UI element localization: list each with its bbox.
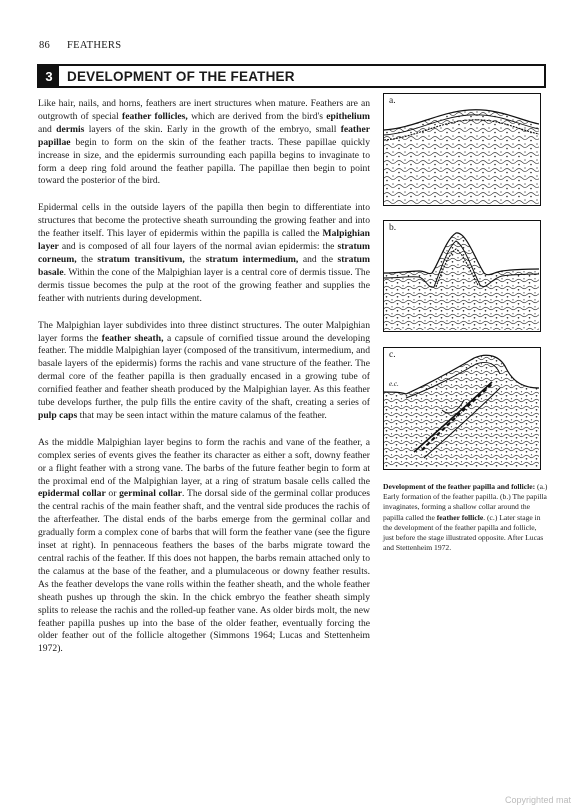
bold-term: epithelium	[326, 110, 370, 122]
figure-a-illustration	[384, 94, 539, 204]
figure-c-label: c.	[389, 350, 396, 360]
bold-term: feather papillae	[38, 123, 370, 148]
paragraph-2: Epidermal cells in the outside layers of the papilla then begin to differentiate into structures that become the protective sheath surrounding the growing feather and into the feather itself. This layer of epidermis within the papilla is called the Malpighian layer and is composed of all four layers of the normal avian epidermis: the stratum corneum, the stratum transitivum, the stratum intermedium, and the stratum basale. Within the cone of the Malpighian layer is a central core of dermis tissue. The dermis tissue becomes the pulp at the root of the growing feather and supplies the feather with nutrients during development.	[38, 202, 370, 304]
watermark: Copyrighted mat	[504, 795, 571, 805]
section-title: DEVELOPMENT OF THE FEATHER	[67, 68, 295, 84]
bold-term: Malpighian layer	[38, 228, 370, 253]
figure-c-inner-label: e.c.	[389, 380, 399, 388]
figure-a-label: a.	[389, 96, 396, 106]
paragraph-4: As the middle Malpighian layer begins to form the rachis and vane of the feather, a complex series of events gives the feather its character as either a soft, downy feather or a flight feather with a strong vane. The barbs of the future feather begin to form at the proximal end of the Malpighian layer, at a ring of stratum basale cells called the epidermal collar or germinal collar. The dorsal side of the germinal collar produces the central rachis of the main feather shaft, and the ventral side produces the rachis of the afterfeather. The distal ends of the barbs emerge from the germinal collar and gradually form a complex cone of barbs that will form the feather vane (see the figure inset at right). In pennaceous feathers the bases of the barbs migrate toward the central rachis of the feather. If this does not happen, the barbs remain attached only to the calamus at the base of the feather, and a plumulaceous or downy feather results. As the feather develops the vane rolls within the feather sheath, and the whole feather sheath pushes up through the skin. In the chick embryo the feather sheath simply splits to release the rachis and the rolled-up feather vane. As older birds molt, the new feather papilla pushes up into the base of the older feather, eventually forcing the older feather out of the follicle altogether (Simmons 1964; Lucas and Stettenheim 1972).	[38, 436, 371, 655]
body-text	[38, 98, 370, 665]
bold-term: pulp caps	[38, 409, 78, 421]
bold-term: dermis	[56, 123, 85, 135]
paragraph-3: The Malpighian layer subdivides into three distinct structures. The outer Malpighian layer forms the feather sheath, a capsule of cornified tissue around the developing feather. The middle Malpighian layer (composed of the transitivum, intermedium, and basale layers of the epidermis) forms the rachis and vane structure of the feather. The dermal core of the feather papilla is then gradually encased in a growing tube of cornified feather and feather sheath produced by the Malpighian layer. As this feather tube develops further, the pulp fills the entire cavity of the shaft, creating a series of pulp caps that may be seen intact within the mature calamus of the feather.	[38, 319, 370, 421]
bold-term: feather follicle	[436, 512, 484, 522]
running-section: FEATHERS	[67, 40, 122, 51]
section-number: 3	[39, 66, 59, 86]
figure-b	[383, 220, 541, 332]
page-number: 86	[39, 40, 51, 51]
figure-a	[383, 93, 541, 206]
bold-term: stratum transitivum,	[97, 253, 185, 265]
figure-caption: Development of the feather papilla and follicle: (a.) Early formation of the feather papilla. (b.) The papilla invaginates, forming a shallow collar around the papilla called the feather follicle. (c.) Later stage in the development of the feather papilla and follicle, just before the stage illustrated opposite. After Lucas and Stettenheim 1972.	[383, 482, 548, 553]
section-header	[37, 64, 546, 88]
figure-c-illustration	[384, 348, 539, 468]
bold-term: stratum basale	[38, 253, 370, 278]
figure-b-illustration	[384, 221, 539, 330]
paragraph-1: Like hair, nails, and horns, feathers are inert structures when mature. Feathers are an outgrowth of special feather follicles, which are derived from the bird's epithelium and dermis layers of the skin. Early in the growth of the embryo, small feather papillae begin to form on the skin of the feather tracts. These papillae quickly increase in size, and the epidermis surrounding each papilla begins to invaginate to form a deep ring fold around the feather papilla. The papillae then begin to point toward the posterior of the bird.	[38, 98, 370, 187]
bold-term: stratum intermedium,	[205, 253, 299, 265]
bold-term: feather follicles,	[122, 110, 188, 122]
figure-c	[383, 347, 541, 470]
bold-term: germinal collar	[119, 488, 183, 500]
bold-term: epidermal collar	[38, 488, 106, 500]
bold-term: Development of the feather papilla and follicle:	[383, 482, 536, 491]
figure-b-label: b.	[389, 223, 397, 233]
bold-term: stratum corneum,	[38, 241, 370, 265]
bold-term: feather sheath,	[101, 332, 164, 344]
running-head	[39, 40, 121, 51]
